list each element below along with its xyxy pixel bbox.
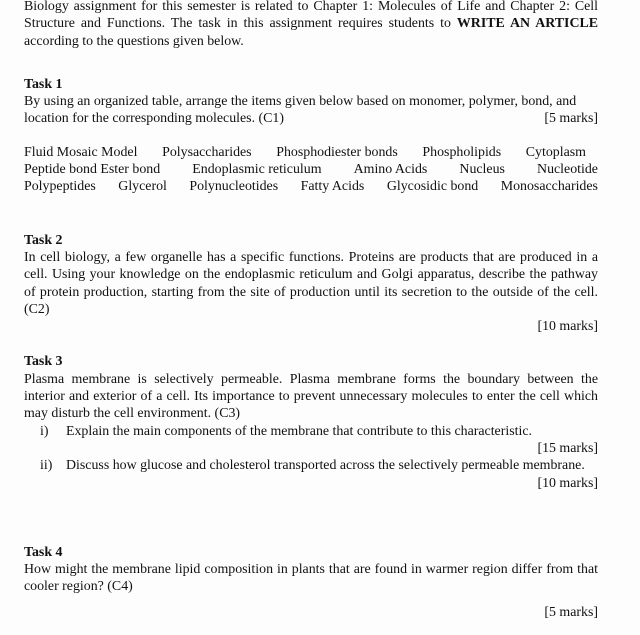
assignment-document [24,0,598,621]
task4-heading: Task 4 [24,544,63,560]
list-item: Phospholipids [422,144,502,160]
task1-question-line2: location for the corresponding molecules. (C1) [24,111,284,127]
task1-question-line1: By using an organized table, arrange the items given below based on monomer, polymer, bond, and [24,94,577,110]
list-item: Fatty Acids [300,179,365,195]
items-row-1 [24,144,598,161]
task1-heading: Task 1 [24,76,63,92]
task2-question: In cell biology, a few organelle has a specific functions. Proteins are products that are produced in a cell. Using your knowledge on the endoplasmic reticulum and Golgi apparatus, describe the pathway of protein production, starting from the site of production until its secretion to the outside of the cell. (C2) [24,249,598,317]
intro-bold-text: WRITE AN ARTICLE [456,16,599,32]
list-item: Glycerol [118,179,167,195]
task3-heading: Task 3 [24,354,63,370]
list-item: Endoplasmic reticulum [192,162,322,178]
task3-question: Plasma membrane is selectively permeable. Plasma membrane forms the boundary between the interior and exterior of a cell. Its importance to prevent unnecessary molecules to enter the cell which may disturb the cell environment. (C3) [24,371,598,422]
task1-question-line2-row [24,110,598,127]
list-item: Peptide bond Ester bond [24,162,161,178]
task1-items-list [24,144,598,196]
list-item: Nucleus [459,162,505,178]
task4-marks: [5 marks] [544,604,598,620]
task2-marks: [10 marks] [537,319,598,335]
list-item: Fluid Mosaic Model [24,144,138,160]
subitem-number: ii) [40,458,53,474]
list-item: Monosaccharides [500,179,598,195]
task3-subitem-ii-marks: [10 marks] [537,475,598,491]
task3-subitem-i [24,423,598,440]
task4-question: How might the membrane lipid composition in plants that are found in warmer region differ from that cooler region? (C4) [24,562,598,595]
subitem-number: i) [40,423,49,439]
list-item: Phosphodiester bonds [276,144,398,160]
task1-marks: [5 marks] [544,111,598,127]
task3-subitem-i-marks: [15 marks] [537,440,598,456]
items-row-3 [24,178,598,195]
list-item: Cytoplasm [525,144,586,160]
list-item: Glycosidic bond [386,179,479,195]
subitem-text: Explain the main components of the membrane that contribute to this characteristic. [66,423,532,439]
list-item: Nucleotide [537,162,598,178]
intro-text-after: according to the questions given below. [24,33,244,49]
task2-heading: Task 2 [24,232,63,248]
intro-paragraph [24,0,598,50]
list-item: Polypeptides [24,179,96,195]
task3-subitem-ii [24,457,598,474]
items-row-2 [24,161,598,178]
list-item: Amino Acids [353,162,428,178]
subitem-text: Discuss how glucose and cholesterol transported across the selectively permeable membrane. [66,458,585,474]
list-item: Polynucleotides [189,179,279,195]
list-item: Polysaccharides [162,144,252,160]
intro-text-before: Biology assignment for this semester is related to Chapter 1: Molecules of Life and Chapter 2: Cell Structure and Functions. The task in this assignment requires students to [24,0,598,32]
